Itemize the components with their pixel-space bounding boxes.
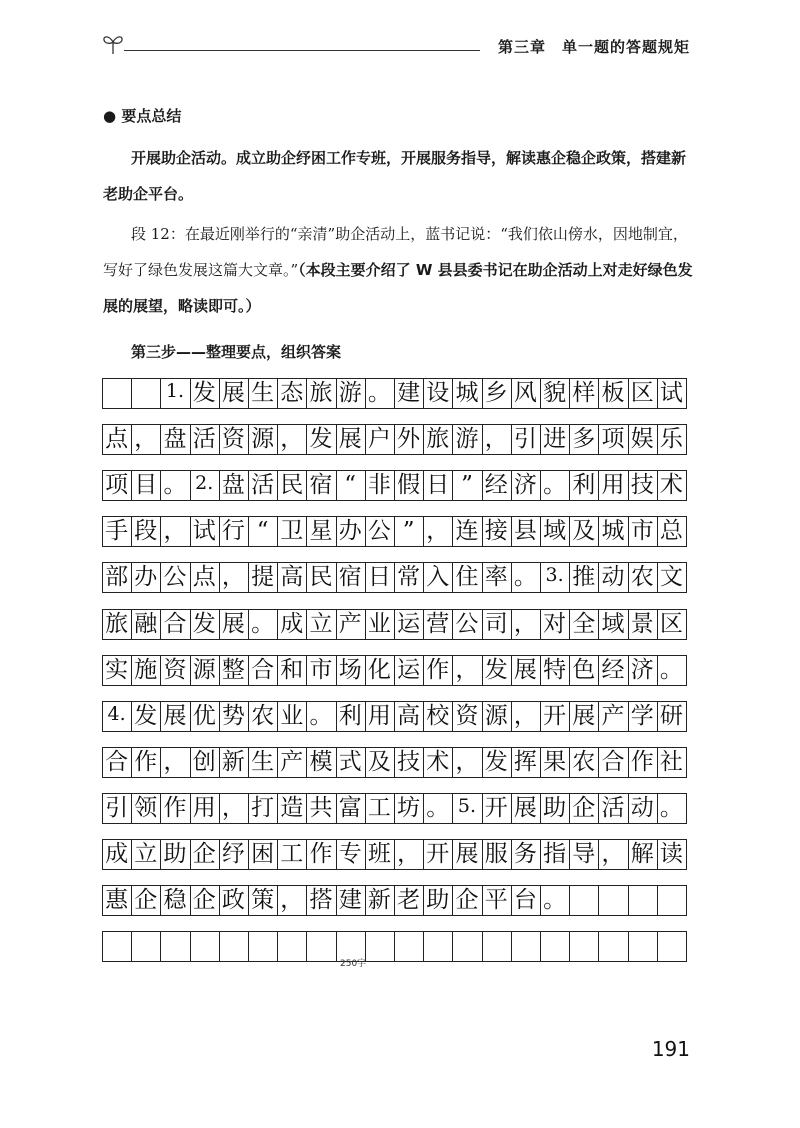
grid-char: 利 xyxy=(572,472,596,499)
grid-char: 高 xyxy=(397,702,421,729)
grid-char: 展 xyxy=(455,841,479,867)
grid-char: 市 xyxy=(309,656,333,683)
grid-char: 全 xyxy=(572,610,596,637)
grid-char: 用 xyxy=(367,702,391,729)
grid-char: 果 xyxy=(543,748,567,775)
grid-char: 合 xyxy=(163,610,187,637)
grid-char: 展 xyxy=(513,794,537,821)
grid-char: 资 xyxy=(221,426,245,453)
grid-cell xyxy=(569,885,599,916)
grid-char: 引 xyxy=(105,794,129,821)
grid-char: 活 xyxy=(251,472,275,499)
grid-char: ， xyxy=(455,748,479,775)
grid-char: 公 xyxy=(455,610,479,637)
grid-char: 助 xyxy=(426,887,450,914)
grid-char: 旅 xyxy=(309,380,333,406)
grid-char: 文 xyxy=(659,564,683,591)
grid-char: 作 xyxy=(134,748,158,775)
grid-char: 优 xyxy=(192,702,216,729)
grid-char: 用 xyxy=(192,794,216,821)
grid-char: 总 xyxy=(659,518,683,545)
grid-char: 色 xyxy=(572,656,596,683)
grid-char: 点 xyxy=(105,426,129,453)
grid-char: 旅 xyxy=(426,426,450,453)
grid-char: 引 xyxy=(513,426,537,453)
grid-char: 。 xyxy=(659,794,683,821)
grid-char: 高 xyxy=(280,564,304,591)
grid-char: 学 xyxy=(630,702,654,729)
grid-char: 风 xyxy=(513,380,537,406)
grid-char: 合 xyxy=(601,748,625,775)
grid-char: 作 xyxy=(163,794,187,821)
grid-char: 区 xyxy=(630,380,654,406)
sprout-icon xyxy=(100,30,126,56)
grid-char: 成 xyxy=(280,610,304,637)
grid-cell xyxy=(452,931,482,962)
grid-char: 2. xyxy=(195,472,214,495)
grid-char: 试 xyxy=(659,380,683,406)
grid-char: 板 xyxy=(601,380,625,406)
grid-char: 态 xyxy=(280,380,304,406)
grid-char: 娱 xyxy=(630,426,654,453)
grid-char: 盘 xyxy=(163,426,187,453)
grid-char: 公 xyxy=(367,518,391,545)
section-heading-text: 要点总结 xyxy=(121,107,182,125)
grid-char: ， xyxy=(163,518,187,545)
grid-char: 助 xyxy=(543,794,567,821)
grid-char: 资 xyxy=(455,702,479,729)
grid-char: “ xyxy=(256,518,269,545)
grid-char: 纾 xyxy=(221,841,245,867)
grid-char: ， xyxy=(280,426,304,453)
grid-char: 1. xyxy=(165,380,185,402)
grid-char: 景 xyxy=(630,610,654,637)
grid-char: 术 xyxy=(659,472,683,499)
grid-char: 作 xyxy=(309,841,333,867)
grid-char: 4. xyxy=(107,702,126,725)
grid-char: 专 xyxy=(338,841,362,867)
grid-char: 济 xyxy=(630,656,654,683)
grid-char: 办 xyxy=(338,518,362,545)
grid-char: 设 xyxy=(426,380,450,406)
grid-char: 用 xyxy=(601,472,625,499)
grid-char: 式 xyxy=(338,748,362,775)
grid-char: 立 xyxy=(309,610,333,637)
grid-cell xyxy=(306,931,336,962)
grid-char: 营 xyxy=(426,610,450,637)
grid-char: 化 xyxy=(367,656,391,683)
word-count: 250字 xyxy=(340,959,367,969)
grid-char: ， xyxy=(484,426,508,453)
grid-char: 开 xyxy=(484,794,508,821)
grid-char: 领 xyxy=(134,794,158,821)
grid-char: 搭 xyxy=(309,887,333,914)
grid-char: 展 xyxy=(338,426,362,453)
grid-char: 试 xyxy=(192,518,216,545)
grid-char: ， xyxy=(513,702,537,729)
grid-char: 。 xyxy=(543,472,567,499)
grid-char: 场 xyxy=(338,656,362,683)
grid-char: 司 xyxy=(484,610,508,637)
grid-char: 融 xyxy=(134,610,158,637)
grid-char: 域 xyxy=(543,518,567,545)
grid-char: ， xyxy=(134,426,158,453)
bullet-icon: ● xyxy=(103,107,117,125)
grid-char: 目 xyxy=(134,472,158,499)
paragraph-12-note: （本段主要介绍了 W 县县委书记在助企活动上对走好绿色发展的展望，略读即可。） xyxy=(103,261,693,315)
grid-char: 连 xyxy=(455,518,479,545)
page-header xyxy=(100,28,690,62)
paragraph-12 xyxy=(103,216,693,324)
grid-char: 及 xyxy=(572,518,596,545)
grid-char: 建 xyxy=(397,380,421,406)
grid-char: 资 xyxy=(163,656,187,683)
grid-cell xyxy=(131,931,161,962)
grid-char: 技 xyxy=(397,748,421,775)
step-3-heading: 第三步——整理要点，组织答案 xyxy=(131,343,342,361)
grid-char: 宿 xyxy=(338,564,362,591)
grid-cell xyxy=(511,931,541,962)
grid-char: 展 xyxy=(513,656,537,683)
grid-char: 日 xyxy=(367,564,391,591)
grid-char: 盘 xyxy=(221,472,245,499)
grid-char: 平 xyxy=(484,887,508,914)
grid-char: 旅 xyxy=(105,610,129,637)
grid-char: 开 xyxy=(543,702,567,729)
grid-char: 游 xyxy=(338,380,362,406)
grid-char: 业 xyxy=(280,702,304,729)
grid-char: ， xyxy=(280,887,304,914)
grid-cell xyxy=(277,931,307,962)
grid-char: 部 xyxy=(105,564,129,591)
grid-char: ” xyxy=(461,472,473,499)
grid-char: 工 xyxy=(367,794,391,821)
grid-char: 公 xyxy=(163,564,187,591)
grid-char: 。 xyxy=(367,380,391,406)
grid-char: 济 xyxy=(513,472,537,499)
grid-char: 住 xyxy=(455,564,479,591)
grid-char: 业 xyxy=(367,610,391,637)
grid-char: 成 xyxy=(105,841,129,867)
grid-char: ， xyxy=(221,564,245,591)
grid-char: 县 xyxy=(513,518,537,545)
grid-char: 开 xyxy=(426,841,450,867)
grid-char: 产 xyxy=(601,702,625,729)
grid-char: 源 xyxy=(192,656,216,683)
grid-char: 挥 xyxy=(513,748,537,775)
grid-char: ， xyxy=(426,518,450,545)
grid-char: 企 xyxy=(572,794,596,821)
grid-char: 。 xyxy=(543,887,567,914)
grid-char: 解 xyxy=(630,841,654,867)
grid-char: 接 xyxy=(484,518,508,545)
grid-char: 造 xyxy=(280,794,304,821)
grid-cell xyxy=(248,931,278,962)
grid-char: 实 xyxy=(105,656,129,683)
grid-cell xyxy=(102,931,132,962)
grid-char: ， xyxy=(513,610,537,637)
grid-char: 。 xyxy=(426,794,450,821)
header-rule xyxy=(124,50,480,51)
summary-text: 开展助企活动。成立助企纾困工作专班，开展服务指导，解读惠企稳企政策，搭建新老助企平台。 xyxy=(103,149,687,203)
grid-cell xyxy=(540,931,570,962)
chapter-name: 单一题的答题规矩 xyxy=(561,38,690,56)
grid-char: 助 xyxy=(163,841,187,867)
grid-char: 困 xyxy=(251,841,275,867)
grid-char: 作 xyxy=(630,748,654,775)
grid-char: 读 xyxy=(659,841,683,867)
grid-char: 惠 xyxy=(105,887,129,914)
grid-char: 段 xyxy=(134,518,158,545)
grid-char: 社 xyxy=(659,748,683,775)
grid-char: 常 xyxy=(397,564,421,591)
grid-char: 点 xyxy=(192,564,216,591)
grid-cell xyxy=(160,931,190,962)
grid-char: 势 xyxy=(221,702,245,729)
grid-char: 生 xyxy=(251,380,275,406)
grid-char: 。 xyxy=(659,656,683,683)
grid-cell xyxy=(657,931,687,962)
grid-char: 乐 xyxy=(659,426,683,453)
grid-char: 展 xyxy=(221,380,245,406)
chapter-number: 第三章 xyxy=(497,38,546,56)
grid-char: 外 xyxy=(397,426,421,453)
grid-cell xyxy=(598,931,628,962)
grid-char: 发 xyxy=(192,380,216,406)
grid-char: 域 xyxy=(601,610,625,637)
grid-char: 活 xyxy=(601,794,625,821)
grid-char: 日 xyxy=(426,472,450,499)
grid-char: ” xyxy=(402,518,415,545)
grid-char: 农 xyxy=(630,564,654,591)
grid-char: 动 xyxy=(601,564,625,591)
grid-char: 发 xyxy=(484,656,508,683)
grid-char: 5. xyxy=(457,794,477,817)
grid-char: 新 xyxy=(367,887,391,914)
grid-char: 。 xyxy=(251,610,275,637)
grid-cell xyxy=(598,885,628,916)
grid-char: 行 xyxy=(221,518,245,545)
grid-cell xyxy=(102,378,132,409)
grid-char: 项 xyxy=(105,472,129,499)
grid-char: 及 xyxy=(367,748,391,775)
grid-char: 源 xyxy=(484,702,508,729)
grid-char: 手 xyxy=(105,518,129,545)
grid-cell xyxy=(482,931,512,962)
grid-char: 作 xyxy=(426,656,450,683)
grid-char: 发 xyxy=(134,702,158,729)
grid-char: 源 xyxy=(251,426,275,453)
grid-char: 模 xyxy=(309,748,333,775)
grid-char: 立 xyxy=(134,841,158,867)
grid-char: 坊 xyxy=(397,794,421,821)
grid-char: 产 xyxy=(338,610,362,637)
grid-char: 多 xyxy=(572,426,596,453)
grid-char: 策 xyxy=(251,887,275,914)
grid-char: 展 xyxy=(572,702,596,729)
grid-char: 共 xyxy=(309,794,333,821)
grid-cell xyxy=(190,931,220,962)
grid-cell xyxy=(394,931,424,962)
grid-char: 企 xyxy=(192,841,216,867)
grid-char: 进 xyxy=(543,426,567,453)
grid-char: 发 xyxy=(484,748,508,775)
grid-char: 3. xyxy=(545,564,564,587)
grid-char: 办 xyxy=(134,564,158,591)
grid-cell xyxy=(131,378,161,409)
grid-char: 技 xyxy=(630,472,654,499)
grid-char: 民 xyxy=(280,472,304,499)
grid-char: 整 xyxy=(221,656,245,683)
grid-char: ， xyxy=(397,841,421,867)
grid-char: ， xyxy=(163,748,187,775)
grid-char: 台 xyxy=(513,887,537,914)
grid-char: 利 xyxy=(338,702,362,729)
grid-char: 政 xyxy=(221,887,245,914)
grid-char: ， xyxy=(455,656,479,683)
grid-cell xyxy=(657,885,687,916)
grid-char: 发 xyxy=(192,610,216,637)
grid-char: 城 xyxy=(455,380,479,406)
grid-char: 星 xyxy=(309,518,333,545)
grid-char: 经 xyxy=(484,472,508,499)
grid-char: 工 xyxy=(280,841,304,867)
grid-char: 乡 xyxy=(484,380,508,406)
grid-char: 施 xyxy=(134,656,158,683)
grid-char: 新 xyxy=(221,748,245,775)
grid-char: 城 xyxy=(601,518,625,545)
grid-char: 老 xyxy=(397,887,421,914)
grid-char: 特 xyxy=(543,656,567,683)
grid-char: 经 xyxy=(601,656,625,683)
grid-char: 导 xyxy=(572,841,596,867)
grid-char: 打 xyxy=(251,794,275,821)
grid-char: 。 xyxy=(309,702,333,729)
grid-char: 民 xyxy=(309,564,333,591)
grid-char: 率 xyxy=(484,564,508,591)
grid-char: 提 xyxy=(251,564,275,591)
grid-cell xyxy=(423,931,453,962)
grid-cell xyxy=(569,931,599,962)
grid-char: 非 xyxy=(367,472,391,499)
grid-char: 服 xyxy=(484,841,508,867)
grid-char: 合 xyxy=(105,748,129,775)
grid-char: 合 xyxy=(251,656,275,683)
grid-char: 产 xyxy=(280,748,304,775)
grid-char: 展 xyxy=(163,702,187,729)
grid-char: 指 xyxy=(543,841,567,867)
grid-char: 研 xyxy=(659,702,683,729)
grid-char: 卫 xyxy=(280,518,304,545)
chapter-title xyxy=(498,36,690,57)
grid-char: 户 xyxy=(367,426,391,453)
grid-char: 创 xyxy=(192,748,216,775)
grid-char: 发 xyxy=(309,426,333,453)
grid-char: 样 xyxy=(572,380,596,406)
grid-char: 项 xyxy=(601,426,625,453)
grid-char: 动 xyxy=(630,794,654,821)
grid-char: 推 xyxy=(572,564,596,591)
grid-char: 运 xyxy=(397,610,421,637)
grid-char: 活 xyxy=(192,426,216,453)
grid-char: ， xyxy=(601,841,625,867)
grid-char: 务 xyxy=(513,841,537,867)
grid-char: 术 xyxy=(426,748,450,775)
grid-char: 运 xyxy=(397,656,421,683)
grid-char: 对 xyxy=(543,610,567,637)
grid-char: 宿 xyxy=(309,472,333,499)
grid-char: 企 xyxy=(192,887,216,914)
paragraph-12-quote: 段 12：在最近刚举行的“亲清”助企活动上，蓝书记说：“我们依山傍水，因地制宜，写好了绿色发展这篇大文章。” xyxy=(103,225,688,279)
grid-cell xyxy=(219,931,249,962)
grid-char: 农 xyxy=(251,702,275,729)
grid-char: 貌 xyxy=(543,380,567,406)
grid-char: 入 xyxy=(426,564,450,591)
grid-char: 。 xyxy=(163,472,187,499)
page-number: 191 xyxy=(651,1037,690,1061)
grid-char: 企 xyxy=(455,887,479,914)
grid-char: 班 xyxy=(367,841,391,867)
grid-char: 稳 xyxy=(163,887,187,914)
grid-cell xyxy=(628,931,658,962)
grid-char: 富 xyxy=(338,794,362,821)
grid-char: 游 xyxy=(455,426,479,453)
grid-char: 生 xyxy=(251,748,275,775)
grid-char: 。 xyxy=(513,564,537,591)
grid-char: 展 xyxy=(221,610,245,637)
grid-char: ， xyxy=(221,794,245,821)
grid-char: 市 xyxy=(630,518,654,545)
grid-cell xyxy=(365,931,395,962)
grid-char: 农 xyxy=(572,748,596,775)
grid-char: 和 xyxy=(280,656,304,683)
grid-char: 区 xyxy=(659,610,683,637)
grid-char: 企 xyxy=(134,887,158,914)
section-heading xyxy=(103,100,693,132)
grid-char: 校 xyxy=(426,702,450,729)
grid-char: 假 xyxy=(397,472,421,499)
grid-char: 建 xyxy=(338,887,362,914)
grid-cell xyxy=(628,885,658,916)
grid-char: “ xyxy=(344,472,357,499)
